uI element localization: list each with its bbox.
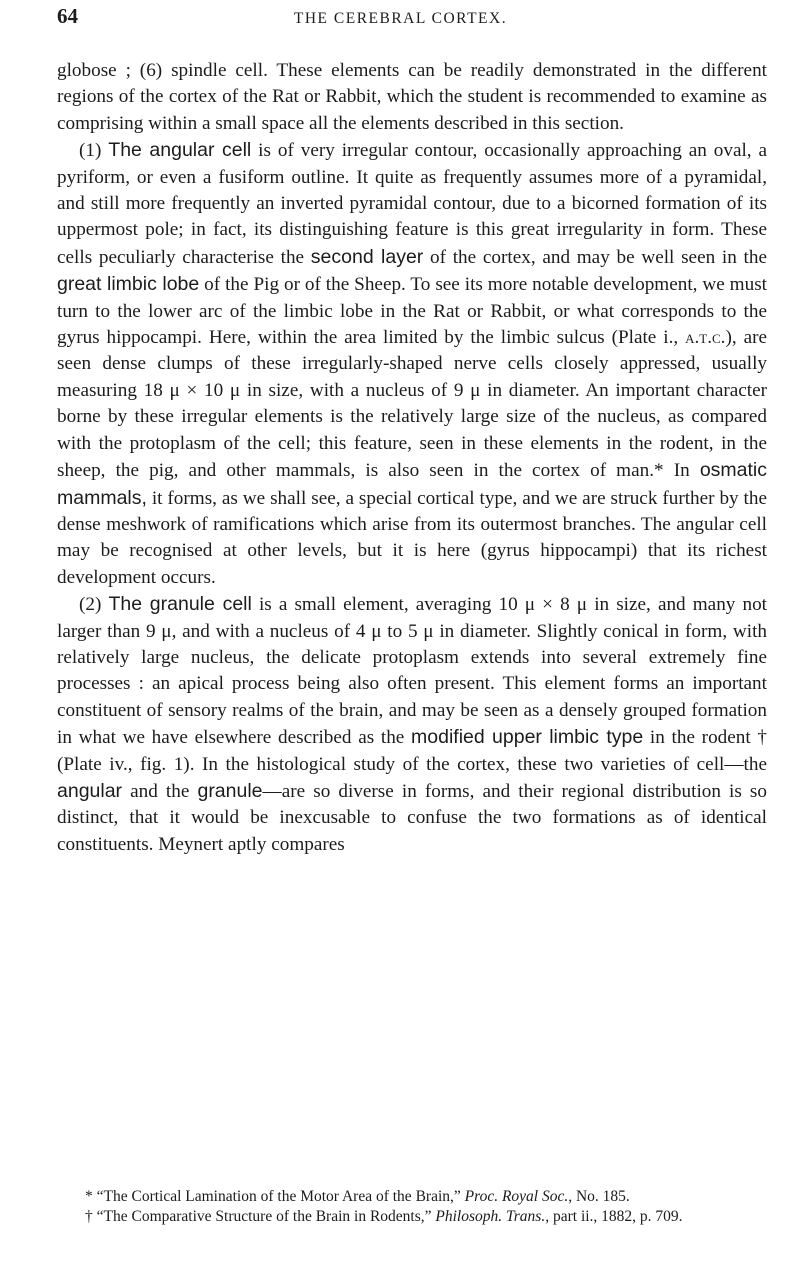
text-run: —are so diverse in forms, and their regional distribution is so distinct, that it would be inexcusable to confuse the two formations as of identical constituents. Meynert aptly compares xyxy=(57,780,767,855)
body-text xyxy=(57,58,767,858)
journal-title: Proc. Royal Soc. xyxy=(464,1188,569,1205)
footnote-text: , No. 185. xyxy=(568,1188,630,1205)
item-number: (2) xyxy=(79,594,109,616)
paragraph-granule-cell xyxy=(57,591,767,858)
text-run: is of very irregular contour, occasionally approaching an oval, a pyriform, or even a fusiform outline. It quite as frequently assumes more of a pyramidal, and still more frequently an inverted pyramidal contour, due to a bicorned formation of its uppermost pole; in fact, its distinguishing feature is this great irregularity in form. These cells peculiarly characterise the xyxy=(57,140,768,268)
paragraph-continuation: globose ; (6) spindle cell. These elements can be readily demonstrated in the different regions of the cortex of the Rat or Rabbit, which the student is recommended to examine as comprising within a small space all the elements described in this section. xyxy=(57,60,767,134)
heading-granule-cell: The granule cell xyxy=(108,593,252,616)
running-head: THE CEREBRAL CORTEX. xyxy=(293,10,508,27)
text-run: of the cortex, and may be well seen in the xyxy=(423,246,767,268)
footnotes xyxy=(57,1187,767,1227)
term-granule: granule xyxy=(197,779,263,802)
text-run: it forms, as we shall see, a special cortical type, and we are struck further by the dense meshwork of ramifications which arise from its outermost branches. The angular cell may be recognised at other levels, but it is here (gyrus hippocampi) that its richest development occurs. xyxy=(57,487,767,588)
footnote-2 xyxy=(57,1207,767,1227)
term-angular: angular xyxy=(57,779,123,802)
text-run: and the xyxy=(122,780,198,802)
footnote-text: * “The Cortical Lamination of the Motor Area of the Brain,” xyxy=(85,1188,465,1205)
term-second-layer: second layer xyxy=(310,245,424,268)
item-number: (1) xyxy=(79,140,109,162)
footnote-text: , part ii., 1882, p. 709. xyxy=(545,1208,683,1225)
term-great-limbic-lobe: great limbic lobe xyxy=(57,273,200,296)
heading-angular-cell: The angular cell xyxy=(108,139,252,162)
text-run: is a small element, averaging 10 μ × 8 μ in size, and many not larger than 9 μ, and with a nucleus of 4 μ to 5 μ in diameter. Slightly conical in form, with relatively large nucleus, the delicate protoplasm extends into several extremely fine processes : an apical process being also often present. This element forms an important constituent of sensory realms of the brain, and may be seen as a densely grouped formation in what we have elsewhere described as the xyxy=(57,594,768,749)
page-number: 64 xyxy=(57,4,78,28)
term-osmatic-mammals: osmatic mammals, xyxy=(57,459,767,509)
text-run: ), are seen dense clumps of these irregularly-shaped nerve cells closely appressed, usually measuring 18 μ × 10 μ in size, with a nucleus of 9 μ in diameter. An important character borne by these irregular elements is the relatively large size of the nucleus, as compared with the protoplasm of the cell; this feature, seen in these elements in the rodent, in the sheep, the pig, and other mammals, is also seen in the cortex of man.* In xyxy=(57,327,767,482)
footnote-1 xyxy=(57,1187,767,1207)
text-run: in the rodent † (Plate iv., fig. 1). In the histological study of the cortex, these two varieties of cell—the xyxy=(57,727,767,775)
journal-title: Philosoph. Trans. xyxy=(435,1208,546,1225)
footnote-text: † “The Comparative Structure of the Brain in Rodents,” xyxy=(85,1208,436,1225)
text-run: of the Pig or of the Sheep. To see its more notable development, we must turn to the lower arc of the limbic lobe in the Rat or Rabbit, or what corresponds to the gyrus hippocampi. Here, within the area limited by the limbic sulcus (Plate i., xyxy=(57,274,767,349)
term-modified-upper-limbic-type: modified upper limbic type xyxy=(411,726,644,749)
plate-reference: a.t.c. xyxy=(685,327,726,349)
paragraph-angular-cell xyxy=(57,137,767,591)
